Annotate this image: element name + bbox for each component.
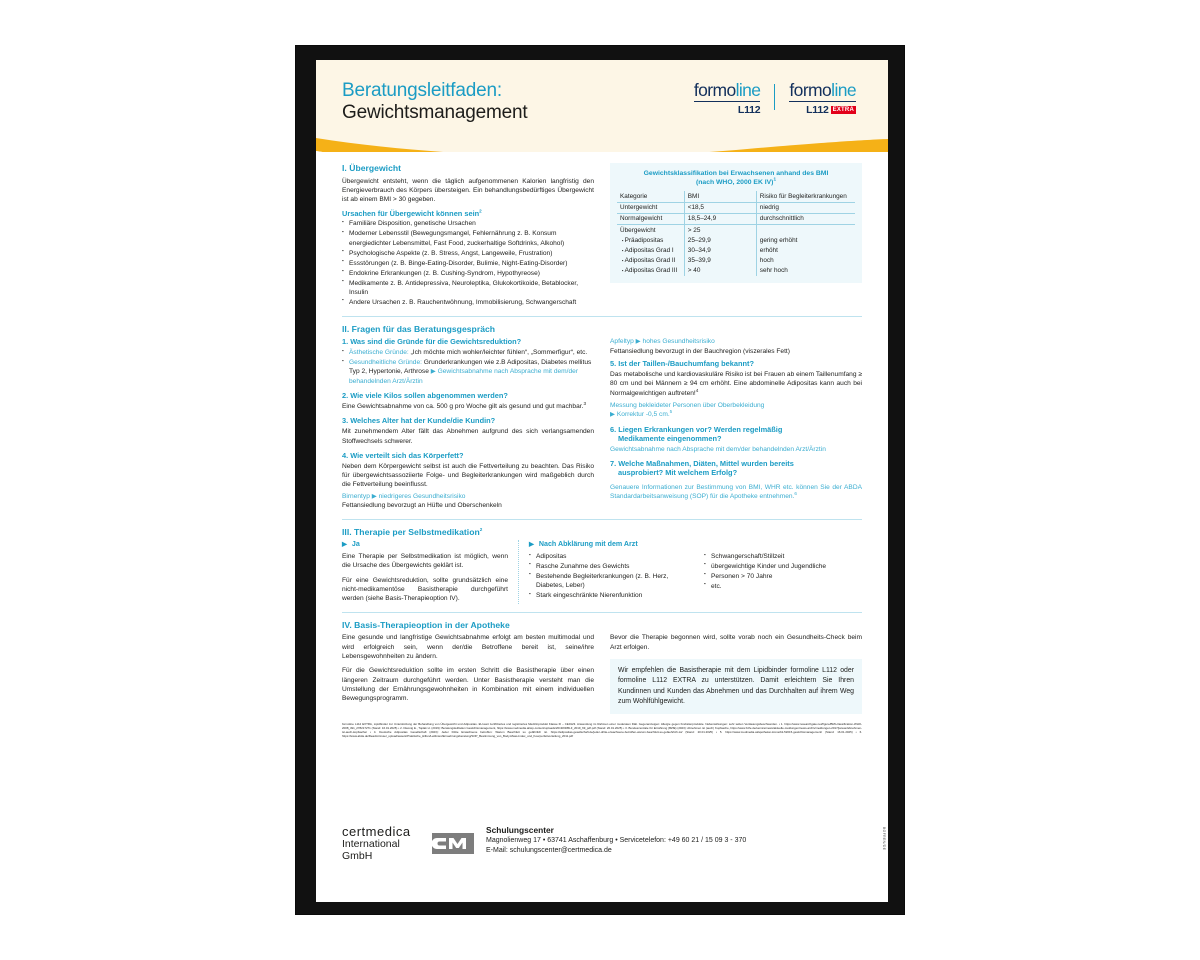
question-7-footnote: 6 [794,490,797,496]
section-3-heading [342,527,862,537]
logo-formoline-l112-extra [775,82,870,116]
list-item: ▪ Schwangerschaft/Stillzeit [704,552,862,561]
list-item: ▪ Moderner Lebensstil (Bewegungsmangel, Fehlernährung z. B. Konsum energiedichter Lebensmittel, Fast Food, zuckerhaltige Softdrinks, Alkohol) [342,229,594,248]
document-code: BGFREN/DE [882,826,886,850]
reason-label: Gesundheitliche Gründe: [349,359,422,367]
logo-word-b: line [735,80,761,100]
cell-risiko: gering erhöht [756,235,855,245]
certmedica-logo [342,825,474,862]
causes-heading [342,209,594,218]
section-1-left [342,163,594,308]
cell-kategorie: Untergewicht [617,202,684,213]
question-6-title-line2: Medikamente eingenommen? [618,433,722,443]
table-row [617,202,855,213]
birne-text: Fettansiedlung bevorzugt an Hüfte und Oberschenkeln [342,502,502,510]
col-arzt-list-2 [704,552,862,591]
bmi-table [617,191,855,276]
cell-bmi: 18,5–24,9 [684,213,756,224]
list-item: ▪ Stark eingeschränkte Nierenfunktion [529,591,694,600]
logo-variant-label: L112 [806,104,829,117]
page-footer [342,825,862,862]
table-row [617,235,855,245]
recommendation-panel [610,659,862,714]
logo-wordmark [789,82,856,100]
cell-risiko [756,224,855,235]
cell-kategorie: ▪ Adipositas Grad II [617,255,684,265]
section-3-col-arzt [518,540,694,604]
section-2-left [342,337,594,510]
divider-2 [342,519,862,520]
logo-variant [789,104,856,116]
schulungscenter-address: Magnolienweg 17 • 63741 Aschaffenburg • Servicetelefon: +49 60 21 / 15 09 3 - 370 [486,836,747,844]
brand-logos [680,82,870,116]
logo-variant [694,104,761,116]
cell-risiko: hoch [756,255,855,265]
question-1-list [342,348,594,386]
section-3-heading-footnote: 2 [479,526,483,532]
bmi-table-title-footnote: 1 [773,176,776,182]
question-7-title-line2: ausprobiert? Mit welchem Erfolg? [618,468,738,478]
section-1-intro: Übergewicht entsteht, wenn die täglich aufgenommenen Kalorien langfristig den Energieverbrauch des Körpers übersteigen. Ein behandlungsbedürftiges Übergewicht ist ab einem BMI > 30 gegeben. [342,177,594,204]
cell-bmi: > 25 [684,224,756,235]
section-4-right-p1: Bevor die Therapie begonnen wird, sollte vorab noch ein Gesundheits-Check beim Arzt erfolgen. [610,634,862,651]
question-2-title: 2. Wie viele Kilos sollen abgenommen werden? [342,391,508,401]
question-5-footnote: 4 [695,387,699,393]
section-2-right [610,337,862,510]
question-7-title-line1: 7. Welche Maßnahmen, Diäten, Mittel wurden bereits [610,459,794,469]
section-4-heading: IV. Basis-Therapieoption in der Apotheke [342,619,510,630]
list-item [342,358,594,386]
cell-kategorie: Normalgewicht [617,213,684,224]
page-header [316,60,888,152]
question-7-body: Genauere Informationen zur Bestimmung von BMI, WHR etc. können Sie der ABDA Standardarbeitsanweisung (SOP) für die Apotheke entnehmen. [610,483,862,501]
title-line-2: Gewichtsmanagement [342,102,528,124]
question-2-text [342,402,594,411]
list-item [342,348,594,357]
cell-risiko: durchschnittlich [756,213,855,224]
section-4-left-p1: Eine gesunde und langfristige Gewichtsabnahme erfolgt am besten multimodal und wird erfolgreich sein, wenn der/die Betroffene bereit ist, seine/ihre Lebensgewohnheiten zu ändern. [342,634,594,661]
question-2-footnote: 3 [583,400,586,406]
logo-word-a: formo [789,80,832,100]
bmi-table-title [617,169,855,187]
list-item: ▪ Adipositas [529,552,694,561]
certmedica-logo-row [342,825,474,862]
cm-mark-icon [432,833,474,854]
section-1-right [610,163,862,308]
divider-1 [342,316,862,317]
cm-monogram-icon [432,833,474,854]
cell-bmi: > 40 [684,266,756,276]
question-6-text: Gewichtsabnahme nach Absprache mit dem/der behandelnden Arzt/Ärztin [610,445,826,453]
col-ja-p2: Für eine Gewichtsreduktion, sollte grundsätzlich eine nicht-medikamentöse Basistherapie durchgeführt werden (siehe Basis-Therapieoption IV). [342,576,508,603]
section-1 [342,163,862,308]
section-3-heading-text: III. Therapie per Selbstmedikation [342,526,480,537]
section-2 [342,337,862,510]
col-arzt-list [529,552,694,601]
col-arzt-heading [529,540,694,548]
list-item: ▪ Rasche Zunahme des Gewichts [529,562,694,571]
causes-heading-text: Ursachen für Übergewicht können sein [342,208,480,218]
apfel-label: Apfeltyp ▶ hohes Gesundheitsrisiko [610,338,715,346]
causes-list [342,219,594,307]
table-header-row [617,191,855,202]
logo-variant-label: L112 [737,104,761,117]
section-1-heading: I. Übergewicht [342,163,402,173]
section-4-right [610,633,862,714]
causes-heading-footnote: 2 [479,208,482,214]
question-1-title: 1. Was sind die Gründe für die Gewichtsreduktion? [342,337,522,347]
footnotes: formoline L112 EXTRA, Lipidbinder zur Unterstützung der Behandlung von Übergewicht und Adipositas. EU-weit zertifiziertes und registriertes Medizinprodukt Klasse III – CE0123. Anwendung im Rahmen einer moderaten Diät. Gegenanzeigen: Allergie gegen Krebstierprodukte. Nebenwirkungen: sehr selten Verdauungsbeschwerden. • 1. https://www.researchgate.net/figure/BMI-classification-WHO-2008_tbl1_278217271 (Stand: 16.01.2025) • 2. Dwonig E., Toplak H. (2019): Beratungsleitfaden Gewichtsmanagement, https://www.medmedia.at/wp-content/uploads/2019/03/BLF_2019_69_pdf.pdf (Stand: 20.01.2025) • 3. Bundeszentrale für Ernährung (BZfE) (2023): Abnehmen ist (auch) Kopfsache, https://www.bzfe.de/service/news/aktuelle-meldungen/news-archiv/meldungen-2017/januar/abnehmen-ist-auch-kopfsache/ • 4. Deutsche Adipositas Gesellschaft (2023): Jeder Dritte Erwachsene betroffen: Warum Bauchfett so gefährlich ist. https://adipositas-gesellschaft.de/jeder-dritte-erwachsene-betroffen-warum-bauchfett-so-gefaehrlich-ist/ (Stand: 20.01.2025) • 5. https://www.medmedia.at/apotheker-krone/bit-52015-gewichtsmanagement/ (Stand: 16.01.2025) • 6. https://www.abda.de/fileadmin/user_upload/assets/Praktische_Hilfen/Leitlinien/Ernaehrungsberatung/SOP_Bestimmung_von_Body-Mass-Index_und_Koerperfettverteilung_2011.pdf [342,722,862,739]
list-item: ▪ Familiäre Disposition, genetische Ursachen [342,219,594,228]
question-5-text [610,370,862,398]
page-title [342,80,527,124]
wave-divider [316,136,888,152]
cell-kategorie: ▪ Adipositas Grad I [617,245,684,255]
section-4 [342,633,862,714]
question-5-note-2-footnote: 5 [669,409,673,415]
question-4-title: 4. Wie verteilt sich das Körperfett? [342,450,464,460]
question-2-body: Eine Gewichtsabnahme von ca. 500 g pro Woche gilt als gesund und gut machbar. [342,402,584,410]
arrow-icon: ▶ [342,541,347,549]
cell-bmi: 25–29,9 [684,235,756,245]
schulungscenter-block [486,825,746,856]
logo-underline [789,101,856,103]
table-col-risiko: Risiko für Begleiterkrankungen [756,191,855,202]
list-item: ▪ Medikamente z. B. Antidepressiva, Neuroleptika, Glukokortikoide, Betablocker, Insulin [342,279,594,298]
section-3-col-arzt-2 [694,540,862,604]
reason-label: Ästhetische Gründe: [349,349,409,357]
table-row [617,266,855,276]
bmi-table-title-line1: Gewichtsklassifikation bei Erwachsenen anhand des BMI [643,170,829,177]
cell-risiko: sehr hoch [756,266,855,276]
page-body [316,163,888,739]
question-3-title: 3. Welches Alter hat der Kunde/die Kundin? [342,416,496,426]
title-line-1: Beratungsleitfaden: [342,80,502,101]
cell-risiko: niedrig [756,202,855,213]
section-4-left-p2: Für die Gewichtsreduktion sollte im ersten Schritt die Basistherapie über einen längeren Zeitraum durchgeführt werden. Unter Basistherapie versteht man die Umstellung der Ernährungsgewohnheiten in Kombination mit einem individuellen Bewegungsprogramm. [342,667,594,703]
reason-text: „Ich möchte mich wohler/leichter fühlen“, „Sommerfigur“, etc. [408,349,588,357]
col-ja-heading [342,540,508,548]
certmedica-wordmark [342,825,427,862]
schulungscenter-email: E-Mail: schulungscenter@certmedica.de [486,846,612,854]
list-item: ▪ übergewichtige Kinder und Jugendliche [704,562,862,571]
certmedica-line-2: International GmbH [342,837,400,862]
question-5-note-2 [610,410,862,419]
list-item: ▪ etc. [704,582,862,591]
bmi-table-panel [610,163,862,283]
logo-wordmark [694,82,761,100]
logo-formoline-l112 [680,82,775,116]
bmi-table-title-line2: (nach WHO, 2000 EK IV) [696,179,774,187]
question-5-body: Das metabolische und kardiovaskuläre Risiko ist bei Frauen ab einem Taillenumfang ≥ 80 cm und bei Männern ≥ 94 cm erhöht. Eine abdominelle Adipositas kann auch bei Normalgewichtigen auftreten! [610,370,862,397]
recommendation-text: Wir empfehlen die Basistherapie mit dem Lipidbinder formoline L112 oder formoline L112 EXTRA zu unterstützen. Damit erleichtern Sie Ihren Kundinnen und Kunden das Abnehmen und das Durchhalten auf ihrem Weg zum Wohlfühlgewicht. [618,667,854,706]
certmedica-line-1: certmedica [342,823,411,839]
birne-label: Birnentyp ▶ niedrigeres Gesundheitsrisiko [342,492,466,500]
list-item: ▪ Personen > 70 Jahre [704,572,862,581]
arrow-icon: ▶ [529,541,534,549]
schulungscenter-title: Schulungscenter [486,824,554,835]
logo-extra-badge: EXTRA [832,107,854,114]
list-item: ▪ Endokrine Erkrankungen (z. B. Cushing-Syndrom, Hypothyreose) [342,269,594,278]
table-col-kategorie: Kategorie [617,191,684,202]
table-row [617,213,855,224]
question-6-title [610,425,862,444]
list-item: ▪ Andere Ursachen z. B. Rauchentwöhnung, Immobilisierung, Schwangerschaft [342,298,594,307]
section-3 [342,540,862,604]
table-row [617,245,855,255]
document-page [316,60,888,902]
table-col-bmi: BMI [684,191,756,202]
cell-bmi: <18,5 [684,202,756,213]
apfel-text: Fettansiedlung bevorzugt in der Bauchregion (viszerales Fett) [610,347,790,355]
list-item: ▪ Psychologische Aspekte (z. B. Stress, Angst, Langeweile, Frustration) [342,249,594,258]
cell-bmi: 30–34,9 [684,245,756,255]
question-5-note-2-body: ▶ Korrektur -0,5 cm. [610,411,670,419]
question-4-text: Neben dem Körpergewicht selbst ist auch die Fettverteilung zu beachten. Das Risiko für übergewichtsassoziierte Folge- und Begleiterkrankungen wird maßgeblich durch die Fettverteilung beeinflusst. [342,462,594,489]
list-item: ▪ Bestehende Begleiterkrankungen (z. B. Herz, Diabetes, Leber) [529,572,694,591]
logo-word-b: line [831,80,856,100]
cell-kategorie: ▪ Adipositas Grad III [617,266,684,276]
list-item: ▪ Essstörungen (z. B. Binge-Eating-Disorder, Bulimie, Night-Eating-Disorder) [342,259,594,268]
cell-kategorie: Übergewicht [620,226,656,234]
section-2-heading: II. Fragen für das Beratungsgespräch [342,323,496,334]
cell-bmi: 35–39,9 [684,255,756,265]
section-3-col-ja [342,540,518,604]
table-row [617,255,855,265]
logo-word-a: formo [693,80,736,100]
col-ja-label: Ja [351,540,360,549]
logo-underline [694,101,761,103]
reason-note: ▶ Gewichtsabnahme nach Absprache mit dem/der behandelnden Arzt/Ärztin [349,368,579,385]
section-4-left [342,633,594,714]
reason-text: Grunderkrankungen wie z.B Adipositas, Diabetes mellitus Typ 2, Hypertonie, Arthrose [349,359,592,376]
question-3-text: Mit zunehmendem Alter fällt das Abnehmen aufgrund des sich verlangsamenden Stoffwechsels schwerer. [342,428,594,445]
table-row [617,224,855,235]
question-7-title [610,459,862,478]
question-6-title-line1: 6. Liegen Erkrankungen vor? Werden regelmäßig [610,424,783,434]
question-7-text [610,483,862,502]
col-ja-p1: Eine Therapie per Selbstmedikation ist möglich, wenn die Ursache des Übergewichts geklärt ist. [342,553,508,570]
question-5-note-1: Messung bekleideter Personen über Oberbekleidung [610,401,765,409]
divider-3 [342,612,862,613]
question-5-title: 5. Ist der Taillen-/Bauchumfang bekannt? [610,359,755,369]
col-arzt-label: Nach Abklärung mit dem Arzt [538,540,638,549]
cell-kategorie: ▪ Präadipositas [617,235,684,245]
cell-risiko: erhöht [756,245,855,255]
